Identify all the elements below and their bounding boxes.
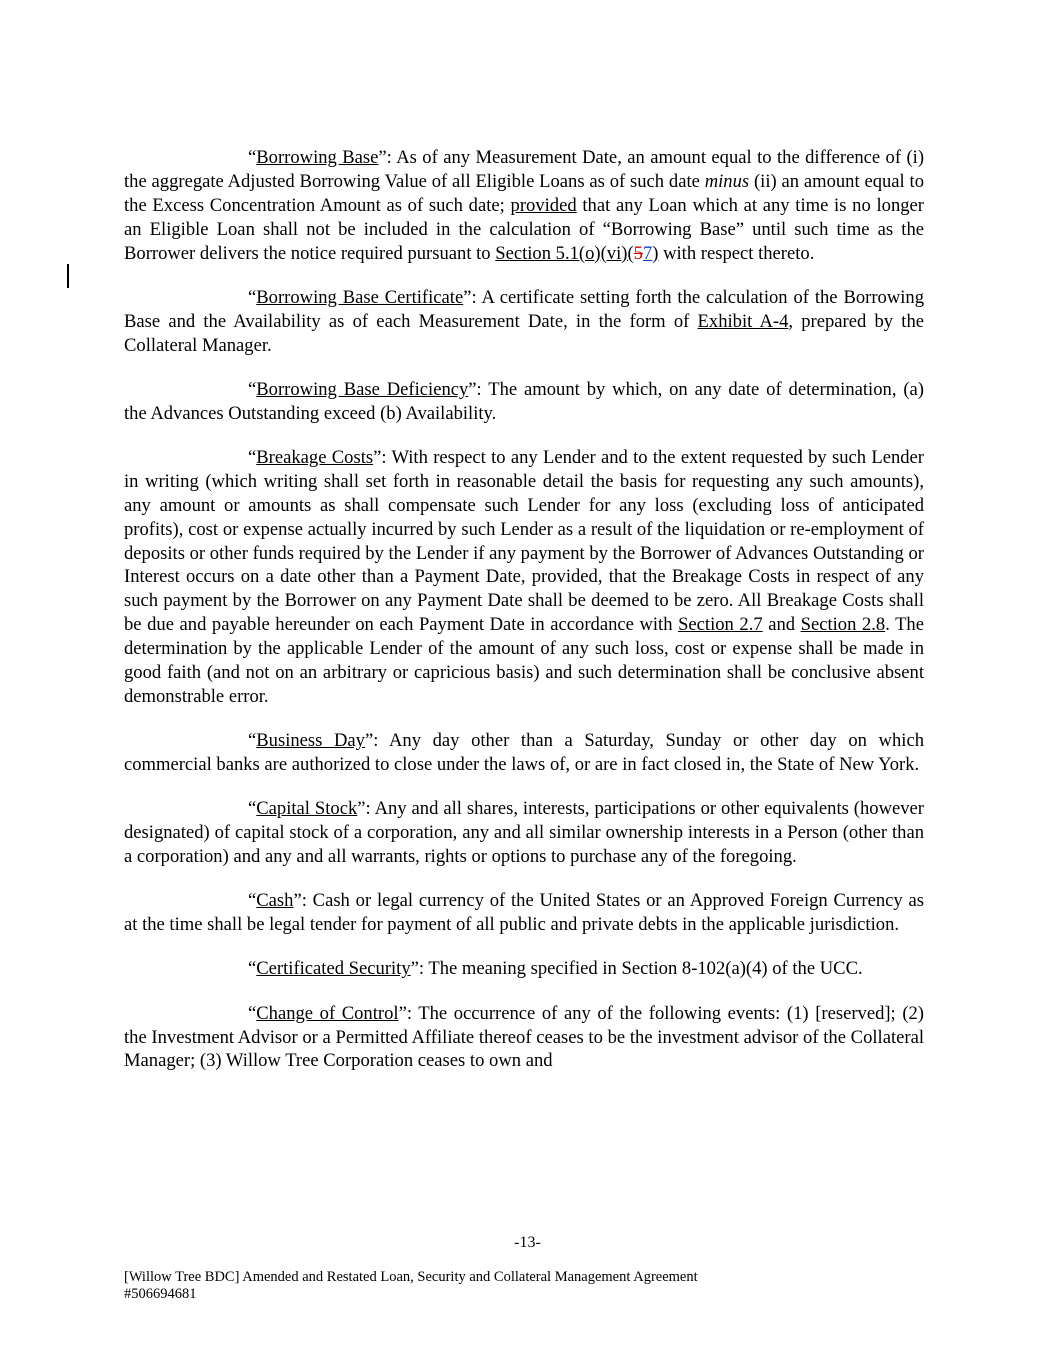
definition-text: ”: As of any Measurement Date, an amount equal to the difference of (i) the aggregate Adjusted Borrowing Value of all Eligible Loans as of such date <box>124 147 925 192</box>
defined-term: Capital Stock <box>256 798 358 820</box>
definition-paragraph: “Breakage Costs”: With respect to any Lender and to the extent requested by such Lender in writing (which writing shall set forth in reasonable detail the basis for requesting any such amounts), any amount or amounts as shall compensate such Lender for any loss (excluding loss of anticipated profits), cost or expense actually incurred by such Lender as a result of the liquidation or re-employment of deposits or other funds required by the Lender if any payment by the Borrower of Advances Outstanding or Interest occurs on a date other than a Payment Date, provided, that the Breakage Costs in respect of any such payment by the Borrower on any Payment Date shall be deemed to be zero. All Breakage Costs shall be due and payable hereunder on each Payment Date in accordance with Section 2.7 and Section 2.8. The determination by the applicable Lender of the amount of any such loss, cost or expense shall be made in good faith (and not on an arbitrary or capricious basis) and such determination shall be conclusive absent demonstrable error. <box>124 446 924 708</box>
definition-text: ”: With respect to any Lender and to the extent requested by such Lender in writing (which writing shall set forth in reasonable detail the basis for requesting any such amounts), any amount or amounts as shall compensate such Lender for any loss (excluding loss of anticipated profits), cost or expense actually incurred by such Lender as a result of the liquidation or re-employment of deposits or other funds required by the Lender if any payment by the Borrower of Advances Outstanding or Interest occurs on a date other than a Payment Date, provided, that the Breakage Costs in respect of any such payment by the Borrower on any Payment Date shall be deemed to be zero. All Breakage Costs shall be due and payable hereunder on each Payment Date in accordance with <box>124 446 924 636</box>
definition-text: , prepared by the Collateral Manager. <box>124 310 924 356</box>
defined-term: Borrowing Base Deficiency <box>256 378 469 400</box>
definition-paragraph: “Business Day”: Any day other than a Saturday, Sunday or other day on which commercial banks are authorized to close under the laws of, or are in fact closed in, the State of New York. <box>124 730 924 776</box>
defined-term: Breakage Costs <box>256 446 374 468</box>
definition-text: ”: The amount by which, on any date of determination, (a) the Advances Outstanding exceed (b) Availability. <box>124 378 924 424</box>
definition-text: 7 <box>642 242 653 264</box>
definition-paragraph: “Borrowing Base Certificate”: A certificate setting forth the calculation of the Borrowing Base and the Availability as of each Measurement Date, in the form of Exhibit A-4, prepared by the Collateral Manager. <box>124 286 925 356</box>
defined-term: Cash <box>256 890 294 912</box>
definition-paragraph: “Cash”: Cash or legal currency of the United States or an Approved Foreign Currency as at the time shall be legal tender for payment of all public and private debts in the applicable jurisdiction. <box>124 890 924 936</box>
definition-text: ) <box>652 242 659 264</box>
definition-paragraph: “Borrowing Base Deficiency”: The amount by which, on any date of determination, (a) the Advances Outstanding exceed (b) Availability. <box>124 378 924 424</box>
defined-term: Borrowing Base <box>256 147 379 168</box>
definition-paragraph: “Borrowing Base”: As of any Measurement Date, an amount equal to the difference of (i) the aggregate Adjusted Borrowing Value of all Eligible Loans as of such date minus (ii) an amount equal to the Excess Concentration Amount as of such date; provided that any Loan which at any time is no longer an Eligible Loan shall not be included in the calculation of “Borrowing Base” until such time as the Borrower delivers the notice required pursuant to Section 5.1(o)(vi)(57) with respect thereto. <box>124 147 925 264</box>
definition-text: (ii) an amount equal to the Excess Concentration Amount as of such date; <box>124 170 924 216</box>
document-body <box>124 146 924 1094</box>
definition-text: with respect thereto. <box>658 242 815 264</box>
definition-paragraph: “Capital Stock”: Any and all shares, interests, participations or other equivalents (however designated) of capital stock of a corporation, any and all similar ownership interests in a Person (other than a corporation) and any and all warrants, rights or options to purchase any of the foregoing. <box>124 798 924 868</box>
definition-text: 5 <box>633 242 643 264</box>
definition-text: Section 2.8 <box>800 614 886 636</box>
definition-text: ”: The occurrence of any of the following events: (1) [reserved]; (2) the Investment Advisor or a Permitted Affiliate thereof ceases to be the investment advisor of the Collateral Manager; (3) Willow Tree Corporation ceases to own and <box>124 1002 924 1072</box>
definition-text: provided <box>510 194 577 216</box>
definition-text: minus <box>704 170 750 192</box>
defined-term: Change of Control <box>256 1002 399 1024</box>
definition-text: that any Loan which at any time is no longer an Eligible Loan shall not be included in the calculation of “Borrowing Base” until such time as the Borrower delivers the notice required pursuant to <box>124 194 924 264</box>
change-bar <box>67 264 69 288</box>
defined-term: Certificated Security <box>256 958 411 980</box>
defined-term: Borrowing Base Certificate <box>256 286 464 308</box>
definition-text: ”: Cash or legal currency of the United States or an Approved Foreign Currency as at the time shall be legal tender for payment of all public and private debts in the applicable jurisdiction. <box>124 890 924 936</box>
definition-paragraph: “Change of Control”: The occurrence of any of the following events: (1) [reserved]; (2) the Investment Advisor or a Permitted Affiliate thereof ceases to be the investment advisor of the Collateral Manager; (3) Willow Tree Corporation ceases to own and <box>124 1002 924 1072</box>
definition-text: Section 2.7 <box>678 614 763 636</box>
definition-text: Exhibit A-4 <box>697 310 789 332</box>
footer-title: [Willow Tree BDC] Amended and Restated Loan, Security and Collateral Management Agreement <box>124 1269 698 1285</box>
definition-paragraph: “Certificated Security”: The meaning specified in Section 8-102(a)(4) of the UCC. <box>248 958 863 980</box>
definition-text: ”: A certificate setting forth the calculation of the Borrowing Base and the Availability as of each Measurement Date, in the form of <box>124 286 925 332</box>
footer <box>124 1269 698 1303</box>
definition-text: ”: Any day other than a Saturday, Sunday or other day on which commercial banks are authorized to close under the laws of, or are in fact closed in, the State of New York. <box>124 730 924 776</box>
definition-text: . The determination by the applicable Lender of the amount of any such loss, cost or expense shall be made in good faith (and not on an arbitrary or capricious basis) and such determination shall be conclusive absent demonstrable error. <box>124 614 924 708</box>
definition-text: Section 5.1(o)(vi)( <box>495 242 634 264</box>
definition-text: ”: Any and all shares, interests, participations or other equivalents (however designated) of capital stock of a corporation, any and all similar ownership interests in a Person (other than a corporation) and any and all warrants, rights or options to purchase any of the foregoing. <box>124 798 924 868</box>
footer-doc-id: #506694681 <box>124 1286 197 1302</box>
definition-text: ”: The meaning specified in Section 8-102(a)(4) of the UCC. <box>410 958 863 980</box>
defined-term: Business Day <box>256 730 365 752</box>
definition-text: and <box>762 614 801 636</box>
page-number: -13- <box>514 1234 541 1251</box>
